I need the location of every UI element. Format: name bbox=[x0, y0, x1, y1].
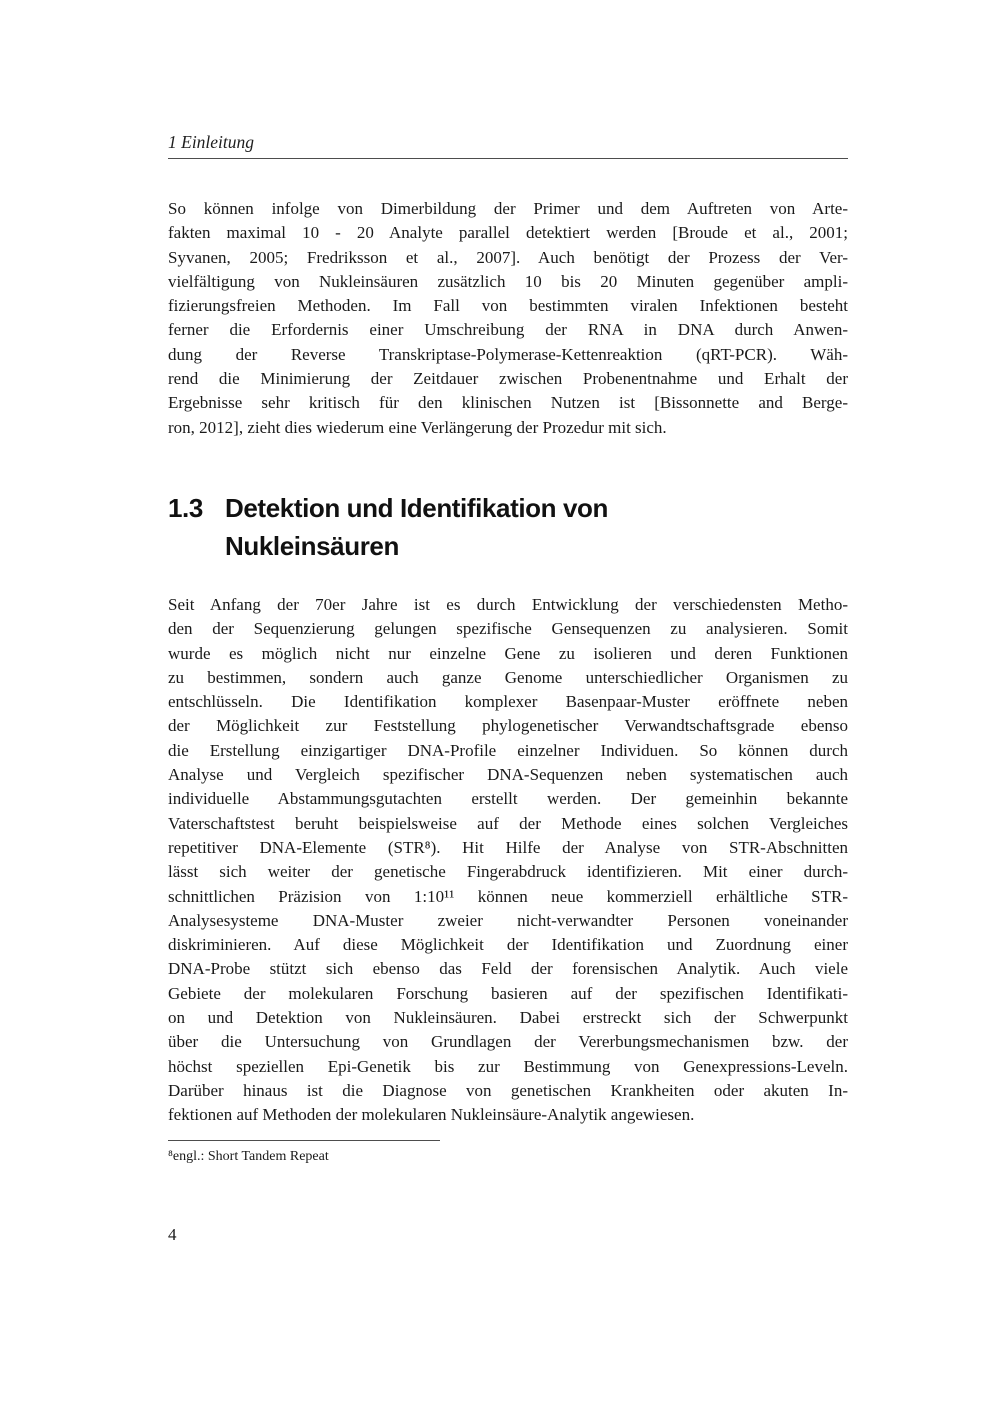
text-line: fektionen auf Methoden der molekularen Nukleinsäure-Analytik angewiesen. bbox=[168, 1105, 695, 1125]
page-number: 4 bbox=[168, 1225, 177, 1244]
text-line: individuelle Abstammungsgutachten erstellt werden. Der gemeinhin bekannte bbox=[168, 789, 848, 809]
text-line: den der Sequenzierung gelungen spezifische Gensequenzen zu analysieren. Somit bbox=[168, 619, 848, 639]
text-line: zu bestimmen, sondern auch ganze Genome unterschiedlicher Organismen zu bbox=[168, 667, 848, 687]
text-line: fakten maximal 10 - 20 Analyte parallel detektiert werden [Broude et al., 2001; bbox=[168, 223, 848, 243]
text-line: die Erstellung einzigartiger DNA-Profile einzelner Individuen. So können durch bbox=[168, 740, 848, 760]
running-chapter-header: 1 Einleitung bbox=[168, 131, 848, 159]
text-line: vielfältigung von Nukleinsäuren zusätzlich 10 bis 20 Minuten gegenüber ampli- bbox=[168, 271, 848, 291]
text-line: diskriminieren. Auf diese Möglichkeit der Identifikation und Zuordnung einer bbox=[168, 935, 848, 955]
text-line: So können infolge von Dimerbildung der Primer und dem Auftreten von Arte- bbox=[168, 199, 848, 218]
section-number: 1.3 bbox=[168, 493, 203, 523]
text-line: on und Detektion von Nukleinsäuren. Dabei erstreckt sich der Schwerpunkt bbox=[168, 1008, 848, 1028]
text-line: Gebiete der molekularen Forschung basieren auf der spezifischen Identifikati- bbox=[168, 983, 848, 1003]
text-line: Syvanen, 2005; Fredriksson et al., 2007]. Auch benötigt der Prozess der Ver- bbox=[168, 247, 848, 267]
section-heading bbox=[168, 489, 888, 565]
text-line: rend die Minimierung der Zeitdauer zwischen Probenentnahme und Erhalt der bbox=[168, 369, 848, 389]
text-line: Ergebnisse sehr kritisch für den klinischen Nutzen ist [Bissonnette and Berge- bbox=[168, 393, 848, 413]
text-line: wurde es möglich nicht nur einzelne Gene zu isolieren und deren Funktionen bbox=[168, 643, 848, 663]
text-line: Seit Anfang der 70er Jahre ist es durch Entwicklung der verschiedensten Metho- bbox=[168, 595, 848, 614]
paragraph bbox=[168, 197, 848, 440]
section-title-line: Detektion und Identifikation von bbox=[225, 493, 608, 523]
text-line: dung der Reverse Transkriptase-Polymerase-Kettenreaktion (qRT-PCR). Wäh- bbox=[168, 344, 848, 364]
section-title-line: Nukleinsäuren bbox=[225, 531, 399, 561]
text-line: ferner die Erfordernis einer Umschreibung der RNA in DNA durch Anwen- bbox=[168, 320, 848, 340]
footnote-rule bbox=[168, 1140, 440, 1141]
text-line: lässt sich weiter der genetische Fingerabdruck identifizieren. Mit einer durch- bbox=[168, 862, 848, 882]
footnote: ⁸engl.: Short Tandem Repeat bbox=[168, 1149, 329, 1164]
text-line: schnittlichen Präzision von 1:10¹¹ können neue kommerziell erhältliche STR- bbox=[168, 886, 848, 906]
text-line: DNA-Probe stützt sich ebenso das Feld der forensischen Analytik. Auch viele bbox=[168, 959, 848, 979]
text-line: entschlüsseln. Die Identifikation komplexer Basenpaar-Muster eröffnete neben bbox=[168, 692, 848, 712]
text-line: Darüber hinaus ist die Diagnose von genetischen Krankheiten oder akuten In- bbox=[168, 1080, 848, 1100]
text-line: über die Untersuchung von Grundlagen der Vererbungsmechanismen bzw. der bbox=[168, 1032, 848, 1052]
section-title bbox=[225, 489, 888, 565]
text-line: repetitiver DNA-Elemente (STR⁸). Hit Hilfe der Analyse von STR-Abschnitten bbox=[168, 837, 848, 857]
text-line: ron, 2012], zieht dies wiederum eine Verlängerung der Prozedur mit sich. bbox=[168, 417, 667, 437]
text-line: der Möglichkeit zur Feststellung phylogenetischer Verwandtschaftsgrade ebenso bbox=[168, 716, 848, 736]
text-line: fizierungsfreien Methoden. Im Fall von bestimmten viralen Infektionen besteht bbox=[168, 296, 848, 316]
paragraph bbox=[168, 593, 848, 1128]
text-line: Vaterschaftstest beruht beispielsweise auf der Methode eines solchen Vergleiches bbox=[168, 813, 848, 833]
text-line: Analysesysteme DNA-Muster zweier nicht-verwandter Personen voneinander bbox=[168, 910, 848, 930]
text-line: Analyse und Vergleich spezifischer DNA-Sequenzen neben systematischen auch bbox=[168, 765, 848, 785]
text-line: höchst speziellen Epi-Genetik bis zur Bestimmung von Genexpressions-Leveln. bbox=[168, 1056, 848, 1076]
